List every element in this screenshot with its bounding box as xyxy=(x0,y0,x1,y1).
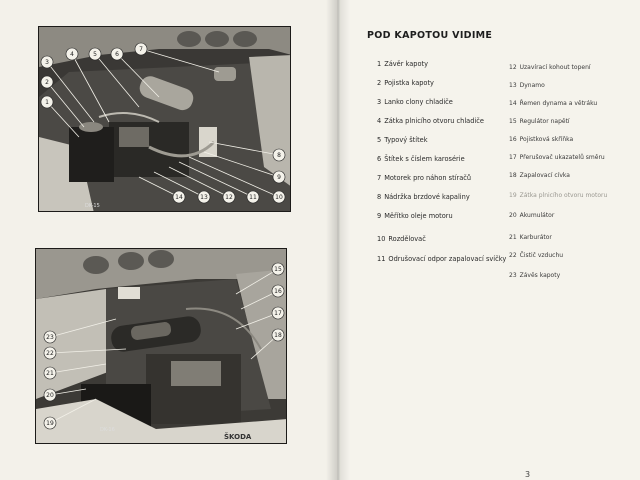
legend-item-number: 8 xyxy=(377,193,382,201)
legend-item-text: Uzavírací kohout topení xyxy=(519,64,591,71)
callout-number: 6 xyxy=(115,51,119,59)
legend-item xyxy=(377,117,484,125)
legend-item xyxy=(509,82,545,89)
legend-item xyxy=(509,118,570,125)
photo-bottom-caption: DK-16 xyxy=(100,427,115,433)
legend-item-text: Závěr kapoty xyxy=(384,60,428,68)
callout-number: 22 xyxy=(46,350,54,358)
legend-item xyxy=(377,98,453,106)
legend-item-text: Závěs kapoty xyxy=(519,272,561,279)
legend-item xyxy=(509,136,573,143)
legend-item-text: Nádržka brzdové kapaliny xyxy=(384,193,470,201)
legend-item xyxy=(509,64,591,71)
legend-item-number: 14 xyxy=(509,100,517,107)
callout-number: 16 xyxy=(274,288,282,296)
legend-item-number: 20 xyxy=(509,212,517,219)
legend-item-text: Typový štítek xyxy=(384,136,428,144)
legend-item-number: 11 xyxy=(377,255,386,263)
legend-item xyxy=(509,272,560,279)
legend-item xyxy=(509,234,552,241)
legend-item-text: Štítek s číslem karosérie xyxy=(384,155,465,163)
legend-item xyxy=(377,255,506,263)
hood-brand-text: ŠKODA xyxy=(224,433,252,441)
legend-item-number: 6 xyxy=(377,155,382,163)
page-number: 3 xyxy=(525,470,531,479)
legend-item-number: 19 xyxy=(509,192,517,199)
legend-item-number: 9 xyxy=(377,212,382,220)
legend-item xyxy=(377,60,428,68)
legend-item-text: Odrušovací odpor zapalovací svíčky xyxy=(388,255,507,263)
callout-number: 11 xyxy=(249,194,257,202)
legend-item-text: Pojistková skříňka xyxy=(519,136,574,143)
engine-photo-top-image xyxy=(39,27,291,212)
callout-number: 7 xyxy=(139,46,143,54)
legend-item-text: Měřítko oleje motoru xyxy=(384,212,453,220)
legend-item xyxy=(509,212,554,219)
legend-item-text: Lanko clony chladiče xyxy=(384,98,453,106)
legend-item-number: 13 xyxy=(509,82,517,89)
callout-number: 2 xyxy=(45,79,49,87)
legend-item-text: Karburátor xyxy=(519,234,552,241)
callout-number: 5 xyxy=(93,51,97,59)
legend-item-number: 3 xyxy=(377,98,382,106)
legend-item-text: Čistič vzduchu xyxy=(519,252,564,259)
callout-number: 20 xyxy=(46,392,54,400)
book-gutter xyxy=(326,0,350,480)
legend-item-number: 1 xyxy=(377,60,382,68)
legend-item xyxy=(509,252,563,259)
legend-item-text: Přerušovač ukazatelů směru xyxy=(519,154,605,161)
legend-item xyxy=(509,100,597,107)
callout-number: 1 xyxy=(45,99,49,107)
legend-item-number: 18 xyxy=(509,172,517,179)
legend-item xyxy=(377,212,453,220)
legend-item xyxy=(377,235,426,243)
callout-number: 4 xyxy=(70,51,74,59)
callout-number: 17 xyxy=(274,310,282,318)
legend-item-number: 12 xyxy=(509,64,517,71)
legend-item-text: Regulátor napětí xyxy=(519,118,570,125)
legend-item-text: Rozdělovač xyxy=(388,235,426,243)
legend-item-number: 4 xyxy=(377,117,382,125)
legend-item xyxy=(509,172,570,179)
legend-item xyxy=(377,136,428,144)
legend-item-number: 21 xyxy=(509,234,517,241)
callout-number: 9 xyxy=(277,174,281,182)
legend-item-text: Řemen dynama a větráku xyxy=(519,100,598,107)
legend-item-number: 7 xyxy=(377,174,382,182)
engine-photo-bottom-image xyxy=(36,249,287,444)
callout-number: 21 xyxy=(46,370,54,378)
callout-number: 13 xyxy=(200,194,208,202)
page-title: POD KAPOTOU VIDIME xyxy=(367,30,493,41)
callout-number: 23 xyxy=(46,334,54,342)
legend-item-text: Zátka plnicího otvoru chladiče xyxy=(384,117,484,125)
legend-item xyxy=(509,154,605,161)
legend-item xyxy=(377,79,434,87)
legend-item-text: Zapalovací cívka xyxy=(519,172,570,179)
legend-item-text: Pojistka kapoty xyxy=(384,79,434,87)
callout-number: 12 xyxy=(225,194,233,202)
legend-item-number: 22 xyxy=(509,252,517,259)
legend-item-text: Dynamo xyxy=(519,82,545,89)
legend-item xyxy=(377,155,465,163)
callout-number: 14 xyxy=(175,194,183,202)
legend-item-number: 16 xyxy=(509,136,517,143)
legend-item xyxy=(509,192,607,199)
callout-number: 3 xyxy=(45,59,49,67)
callout-number: 18 xyxy=(274,332,282,340)
engine-photo-bottom xyxy=(35,248,287,444)
callout-number: 19 xyxy=(46,420,54,428)
photo-top-caption: DK-15 xyxy=(85,203,100,209)
legend-item xyxy=(377,193,470,201)
callout-number: 15 xyxy=(274,266,282,274)
callout-number: 8 xyxy=(277,152,281,160)
legend-item-text: Motorek pro náhon stíračů xyxy=(384,174,472,182)
legend-item-number: 10 xyxy=(377,235,386,243)
legend-item-text: Akumulátor xyxy=(519,212,555,219)
legend-item-number: 23 xyxy=(509,272,517,279)
legend-item-text: Zátka plnicího otvoru motoru xyxy=(519,192,608,199)
legend-item xyxy=(377,174,471,182)
legend-item-number: 5 xyxy=(377,136,382,144)
callout-number: 10 xyxy=(275,194,283,202)
engine-photo-top xyxy=(38,26,291,212)
legend-item-number: 2 xyxy=(377,79,382,87)
legend-item-number: 17 xyxy=(509,154,517,161)
legend-item-number: 15 xyxy=(509,118,517,125)
